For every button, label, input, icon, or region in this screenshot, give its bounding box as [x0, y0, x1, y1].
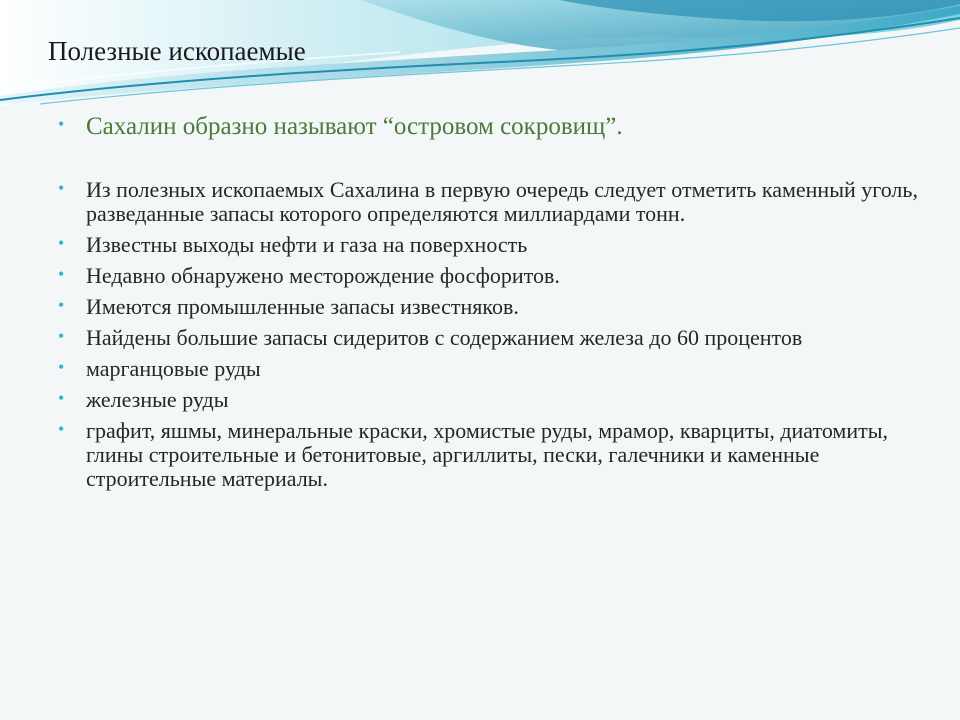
list-item	[58, 233, 933, 257]
list-item-text: Имеются промышленные запасы известняков.	[86, 294, 519, 319]
list-item-text: графит, яшмы, минеральные краски, хромистые руды, мрамор, кварциты, диатомиты, глины строительные и бетонитовые, аргиллиты, пески, галечники и каменные строительные материалы.	[86, 418, 889, 491]
bullet-dot-icon: •	[58, 114, 65, 134]
bullet-dot-icon: •	[58, 419, 65, 439]
list-item	[58, 357, 933, 381]
bullet-dot-icon: •	[58, 178, 65, 198]
slide-title: Полезные ископаемые	[48, 36, 306, 66]
list-item-text: марганцовые руды	[86, 356, 261, 381]
list-item	[58, 295, 933, 319]
list-item-text: Из полезных ископаемых Сахалина в первую очередь следует отметить каменный уголь, разведанные запасы которого определяются миллиардами тонн.	[86, 177, 918, 226]
bullet-dot-icon: •	[58, 295, 65, 315]
bullet-dot-icon: •	[58, 357, 65, 377]
list-item	[58, 178, 933, 226]
list-item-text: Недавно обнаружено месторождение фосфоритов.	[86, 263, 560, 288]
list-item-text: железные руды	[86, 387, 229, 412]
list-item	[58, 264, 933, 288]
lead-text: Сахалин образно называют “островом сокровищ”.	[86, 113, 623, 140]
bullet-dot-icon: •	[58, 233, 65, 253]
list-item-text: Найдены большие запасы сидеритов с содержанием железа до 60 процентов	[86, 325, 803, 350]
bullet-dot-icon: •	[58, 388, 65, 408]
list-item-text: Известны выходы нефти и газа на поверхность	[86, 232, 528, 257]
bullet-dot-icon: •	[58, 326, 65, 346]
list-item	[58, 326, 933, 350]
lead-bullet	[58, 112, 933, 142]
list-item	[58, 419, 933, 491]
list-item	[58, 388, 933, 412]
bullet-list	[58, 112, 933, 498]
bullet-dot-icon: •	[58, 264, 65, 284]
